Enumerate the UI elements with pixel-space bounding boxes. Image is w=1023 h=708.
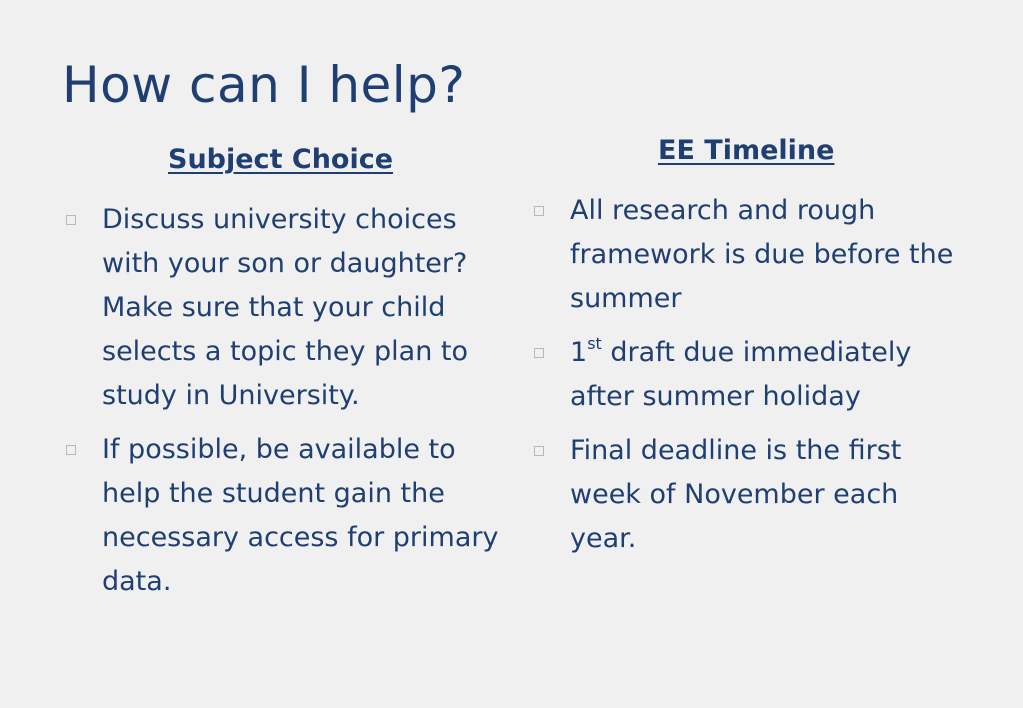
ee-timeline-heading: EE Timeline xyxy=(658,135,835,166)
subject-choice-heading: Subject Choice xyxy=(168,144,394,175)
list-item xyxy=(528,189,968,321)
square-bullet-icon xyxy=(534,348,544,358)
bullet-text: Final deadline is the first week of November each year. xyxy=(570,435,902,554)
bullet-text: Discuss university choices with your son or daughter? Make sure that your child selects a topic they plan to study in University. xyxy=(102,204,469,411)
square-bullet-icon xyxy=(66,445,76,455)
ee-timeline-list xyxy=(528,189,968,571)
ordinal-number: 1 xyxy=(570,337,588,368)
list-item xyxy=(528,331,968,419)
list-item xyxy=(60,198,510,418)
bullet-text-rest: draft due immediately after summer holiday xyxy=(570,337,912,412)
bullet-text xyxy=(570,334,912,412)
list-item xyxy=(528,429,968,561)
bullet-text: If possible, be available to help the student gain the necessary access for primary data. xyxy=(102,434,499,597)
square-bullet-icon xyxy=(534,206,544,216)
ordinal-suffix: st xyxy=(587,334,602,353)
subject-choice-list xyxy=(60,198,510,614)
list-item xyxy=(60,428,510,604)
square-bullet-icon xyxy=(66,215,76,225)
bullet-text: All research and rough framework is due before the summer xyxy=(570,195,954,314)
square-bullet-icon xyxy=(534,446,544,456)
slide-title: How can I help? xyxy=(62,56,466,114)
